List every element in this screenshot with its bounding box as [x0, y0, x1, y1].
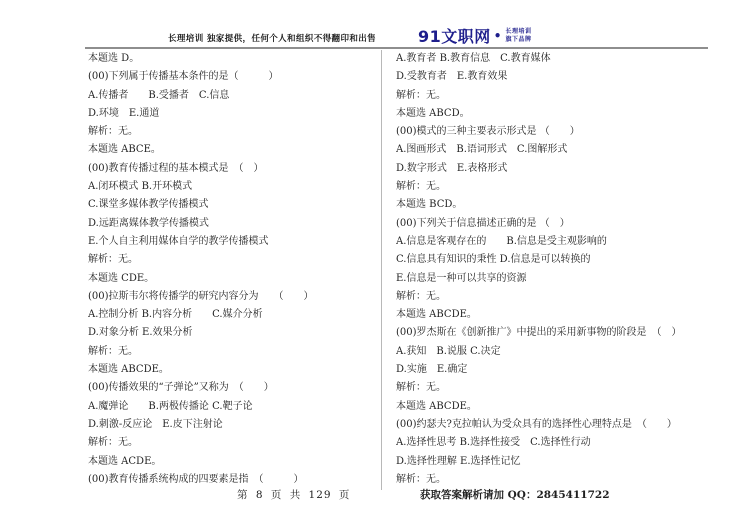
option-line: E.个人自主利用媒体自学的教学传播模式 — [88, 235, 269, 247]
option-line: A.闭环模式 B.开环模式 — [88, 181, 193, 193]
option-line: A.图画形式 B.语词形式 C.图解形式 — [396, 144, 568, 156]
analysis-line: 解析：无。 — [396, 89, 446, 101]
analysis-line: 解析：无。 — [396, 473, 446, 485]
option-line: A.控制分析 B.内容分析 C.媒介分析 — [88, 309, 263, 321]
question-line: (00)模式的三种主要表示形式是 （ ） — [396, 126, 580, 138]
page-number: 第 8 页 共 129 页 — [237, 489, 351, 501]
brand-name: 91文职网 — [418, 27, 491, 46]
analysis-line: 解析：无。 — [88, 345, 138, 357]
option-line: C.课堂多媒体教学传播模式 — [88, 199, 209, 211]
option-line: A.获知 B.说服 C.决定 — [396, 345, 501, 357]
analysis-line: 解析：无。 — [396, 382, 446, 394]
answer-line: 本题选 ABCE。 — [88, 144, 161, 156]
question-line: (00)拉斯韦尔将传播学的研究内容分为 （ ） — [88, 290, 314, 302]
option-line: A.教育者 B.教育信息 C.教育媒体 — [396, 53, 551, 64]
option-line: A.魔弹论 B.两极传播论 C.靶子论 — [88, 400, 253, 412]
analysis-line: 解析：无。 — [88, 126, 138, 138]
option-line: D.实施 E.确定 — [396, 364, 468, 376]
brand-tagline-line1: 长理培训 — [505, 27, 532, 35]
option-line: A.传播者 B.受播者 C.信息 — [88, 89, 230, 101]
answer-line: 本题选 ACDE。 — [88, 455, 162, 467]
question-line: (00)约瑟夫?克拉帕认为受众具有的选择性心理特点是 （ ） — [396, 418, 677, 430]
option-line: A.信息是客观存在的 B.信息是受主观影响的 — [396, 235, 607, 247]
bullet-separator-icon: • — [493, 28, 502, 43]
right-column — [381, 50, 708, 490]
analysis-line: 解析：无。 — [396, 181, 446, 193]
analysis-line: 解析：无。 — [88, 437, 138, 449]
option-line: D.选择性理解 E.选择性记忆 — [396, 455, 521, 467]
contact-info: 获取答案解析请加 QQ：2845411722 — [420, 489, 610, 501]
answer-line: 本题选 D。 — [88, 53, 140, 64]
option-line: D.刺激-反应论 E.皮下注射论 — [88, 418, 223, 430]
answer-line: 本题选 CDE。 — [88, 272, 155, 284]
answer-line: 本题选 ABCDE。 — [396, 309, 477, 321]
option-line: D.受教育者 E.教育效果 — [396, 71, 508, 83]
question-line: (00)罗杰斯在《创新推广》中提出的采用新事物的阶段是 （ ） — [396, 327, 682, 339]
question-line: (00)教育传播过程的基本模式是 （ ） — [88, 162, 264, 174]
question-content — [85, 50, 708, 490]
option-line: D.远距离媒体教学传播模式 — [88, 217, 209, 229]
analysis-line: 解析：无。 — [88, 254, 138, 266]
brand-logo — [418, 24, 531, 47]
question-line: (00)下列关于信息描述正确的是 （ ） — [396, 217, 570, 229]
option-line: A.选择性思考 B.选择性接受 C.选择性行动 — [396, 437, 591, 449]
brand-tagline — [505, 28, 531, 44]
option-line: D.对象分析 E.效果分析 — [88, 327, 193, 339]
answer-line: 本题选 ABCDE。 — [396, 400, 477, 412]
page-header — [85, 0, 708, 49]
question-line: (00)下列属于传播基本条件的是（ ） — [88, 71, 279, 83]
analysis-line: 解析：无。 — [396, 290, 446, 302]
option-line: D.环境 E.通道 — [88, 107, 160, 119]
option-line: D.数字形式 E.表格形式 — [396, 162, 508, 174]
option-line: E.信息是一种可以共享的资源 — [396, 272, 527, 284]
header-disclaimer: 长理培训 独家提供，任何个人和组织不得翻印和出售 — [168, 34, 377, 44]
question-line: (00)传播效果的“子弹论”又称为 （ ） — [88, 382, 274, 394]
answer-line: 本题选 ABCD。 — [396, 107, 470, 119]
answer-line: 本题选 ABCDE。 — [88, 364, 169, 376]
brand-tagline-line2: 旗下品牌 — [505, 35, 532, 43]
question-line: (00)教育传播系统构成的四要素是指 （ ） — [88, 473, 304, 485]
answer-line: 本题选 BCD。 — [396, 199, 463, 211]
option-line: C.信息具有知识的秉性 D.信息是可以转换的 — [396, 254, 591, 266]
left-column — [85, 50, 381, 490]
